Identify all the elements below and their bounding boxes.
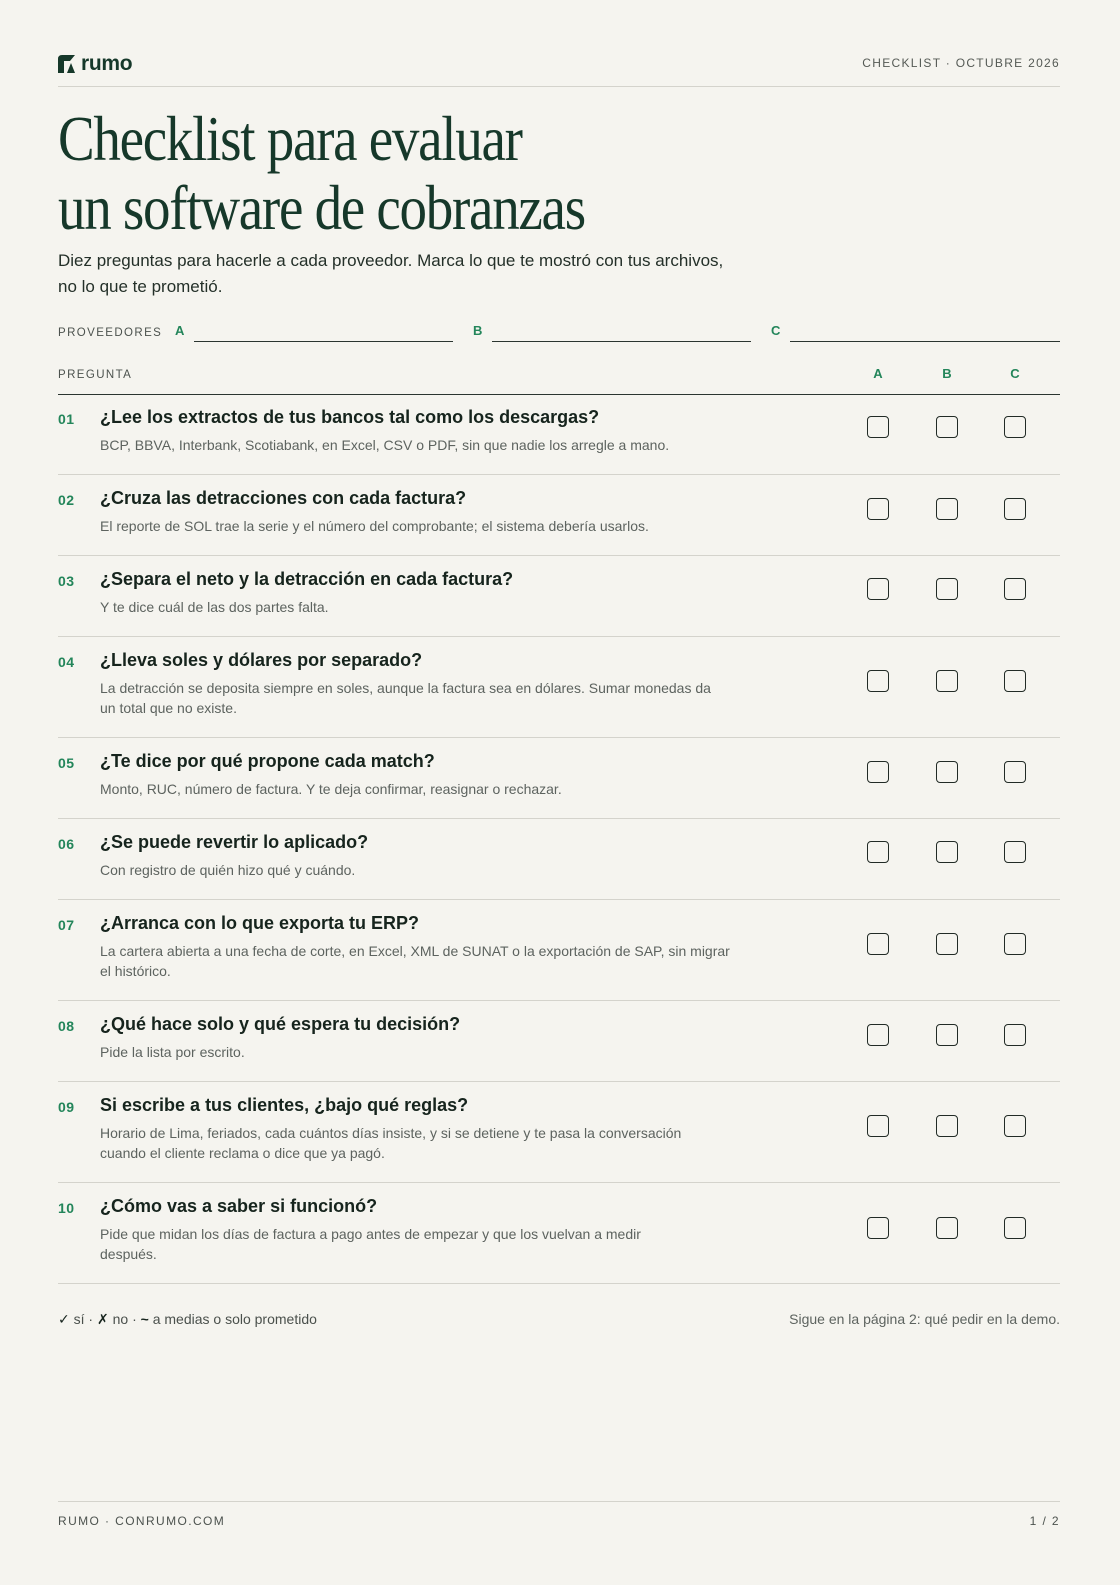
question-list [58, 394, 1060, 1284]
question-text: ¿Lleva soles y dólares por separado? [100, 650, 423, 670]
question-detail: La cartera abierta a una fecha de corte, en Excel, XML de SUNAT o la exportación de SAP, sin migrar el histórico. [100, 943, 730, 979]
question-row [58, 1082, 1060, 1183]
question-number: 07 [58, 917, 75, 933]
question-detail: La detracción se deposita siempre en soles, aunque la factura sea en dólares. Sumar monedas da un total que no existe. [100, 680, 711, 716]
question-detail: Pide que midan los días de factura a pago antes de empezar y que los vuelvan a medir después. [100, 1226, 641, 1262]
question-text: ¿Separa el neto y la detracción en cada factura? [100, 569, 514, 589]
checkbox-b[interactable] [936, 578, 958, 600]
checkbox-c[interactable] [1004, 416, 1026, 438]
checkbox-a[interactable] [867, 761, 889, 783]
provider-b-letter: B [473, 323, 483, 338]
question-detail: Con registro de quién hizo qué y cuándo. [100, 862, 356, 878]
brand-logo [58, 52, 132, 76]
rumo-logo-icon [58, 55, 75, 73]
question-row [58, 637, 1060, 738]
page-title [58, 104, 585, 242]
lead-paragraph: Diez preguntas para hacerle a cada proveedor. Marca lo que te mostró con tus archivos, no lo que te prometió. [58, 251, 724, 296]
providers-row [58, 318, 1060, 342]
checkbox-a[interactable] [867, 670, 889, 692]
title-line-2: un software de cobranzas [58, 172, 585, 243]
question-detail: Pide la lista por escrito. [100, 1044, 245, 1060]
checkbox-b[interactable] [936, 670, 958, 692]
checkbox-c[interactable] [1004, 761, 1026, 783]
checkbox-a[interactable] [867, 841, 889, 863]
question-row [58, 1001, 1060, 1082]
question-row [58, 475, 1060, 556]
question-detail: Horario de Lima, feriados, cada cuántos días insiste, y si se detiene y te pasa la conversación cuando el cliente reclama o dice que ya pagó. [100, 1125, 682, 1161]
question-text: ¿Cómo vas a saber si funcionó? [100, 1196, 378, 1216]
question-row [58, 556, 1060, 637]
footer-brand: RUMO · CONRUMO.COM [58, 1514, 226, 1528]
question-number: 03 [58, 573, 75, 589]
question-number: 09 [58, 1099, 75, 1115]
document-tag: CHECKLIST · OCTUBRE 2026 [862, 56, 1060, 70]
checkbox-b[interactable] [936, 933, 958, 955]
question-detail: El reporte de SOL trae la serie y el número del comprobante; el sistema debería usarlos. [100, 518, 649, 534]
legend-separator: · [88, 1311, 94, 1327]
checkbox-b[interactable] [936, 498, 958, 520]
question-row [58, 819, 1060, 900]
checkbox-b[interactable] [936, 761, 958, 783]
question-text: ¿Qué hace solo y qué espera tu decisión? [100, 1014, 461, 1034]
checkbox-b[interactable] [936, 1024, 958, 1046]
question-number: 01 [58, 411, 75, 427]
column-a-header: A [873, 366, 883, 381]
footer [58, 1501, 1060, 1528]
provider-c-letter: C [771, 323, 781, 338]
page-number: 1 / 2 [1029, 1514, 1060, 1528]
question-row [58, 1183, 1060, 1284]
legend-separator: · [132, 1311, 137, 1327]
checkbox-a[interactable] [867, 1024, 889, 1046]
question-text: ¿Arranca con lo que exporta tu ERP? [100, 913, 420, 933]
column-b-header: B [942, 366, 952, 381]
checkbox-a[interactable] [867, 416, 889, 438]
checkbox-b[interactable] [936, 416, 958, 438]
checkbox-a[interactable] [867, 933, 889, 955]
brand-name: rumo [81, 52, 133, 75]
checkbox-b[interactable] [936, 841, 958, 863]
question-number: 02 [58, 492, 75, 508]
provider-a-letter: A [175, 323, 185, 338]
provider-a-field[interactable] [194, 341, 453, 342]
question-row [58, 394, 1060, 475]
question-detail: Y te dice cuál de las dos partes falta. [100, 599, 329, 615]
question-text: ¿Cruza las detracciones con cada factura? [100, 488, 467, 508]
provider-b-field[interactable] [492, 341, 751, 342]
checkbox-c[interactable] [1004, 1115, 1026, 1137]
checkbox-c[interactable] [1004, 498, 1026, 520]
question-number: 05 [58, 755, 75, 771]
question-text: Si escribe a tus clientes, ¿bajo qué reglas? [100, 1095, 469, 1115]
checkbox-c[interactable] [1004, 841, 1026, 863]
legend-partial-label: a medias o solo prometido [152, 1311, 317, 1327]
question-number: 08 [58, 1018, 75, 1034]
page [58, 0, 1060, 1585]
question-text: ¿Lee los extractos de tus bancos tal como los descargas? [100, 407, 600, 427]
checkbox-b[interactable] [936, 1115, 958, 1137]
question-detail: BCP, BBVA, Interbank, Scotiabank, en Excel, CSV o PDF, sin que nadie los arregle a mano. [100, 437, 670, 453]
legend [58, 1311, 317, 1328]
check-icon: ✓ [58, 1311, 70, 1327]
question-number: 04 [58, 654, 75, 670]
legend-no-label: no [112, 1311, 129, 1327]
checkbox-a[interactable] [867, 1217, 889, 1239]
checkbox-a[interactable] [867, 498, 889, 520]
legend-yes-label: sí [73, 1311, 85, 1327]
checkbox-b[interactable] [936, 1217, 958, 1239]
question-row [58, 900, 1060, 1001]
checkbox-a[interactable] [867, 1115, 889, 1137]
checkbox-c[interactable] [1004, 670, 1026, 692]
header [58, 50, 1060, 87]
question-text: ¿Se puede revertir lo aplicado? [100, 832, 369, 852]
tilde-icon: ~ [140, 1311, 149, 1327]
table-header [58, 362, 1060, 395]
checkbox-c[interactable] [1004, 1217, 1026, 1239]
question-number: 10 [58, 1200, 75, 1216]
question-number: 06 [58, 836, 75, 852]
cross-icon: ✗ [96, 1311, 109, 1327]
checkbox-c[interactable] [1004, 1024, 1026, 1046]
column-c-header: C [1010, 366, 1020, 381]
question-text: ¿Te dice por qué propone cada match? [100, 751, 435, 771]
title-line-1: Checklist para evaluar [58, 103, 522, 174]
provider-c-field[interactable] [790, 341, 1060, 342]
providers-label: PROVEEDORES [58, 327, 163, 339]
question-row [58, 738, 1060, 819]
question-detail: Monto, RUC, número de factura. Y te deja confirmar, reasignar o rechazar. [100, 781, 562, 797]
next-page-note: Sigue en la página 2: qué pedir en la demo. [789, 1311, 1060, 1327]
checkbox-a[interactable] [867, 578, 889, 600]
question-column-header: PREGUNTA [58, 369, 133, 381]
checkbox-c[interactable] [1004, 578, 1026, 600]
checkbox-c[interactable] [1004, 933, 1026, 955]
